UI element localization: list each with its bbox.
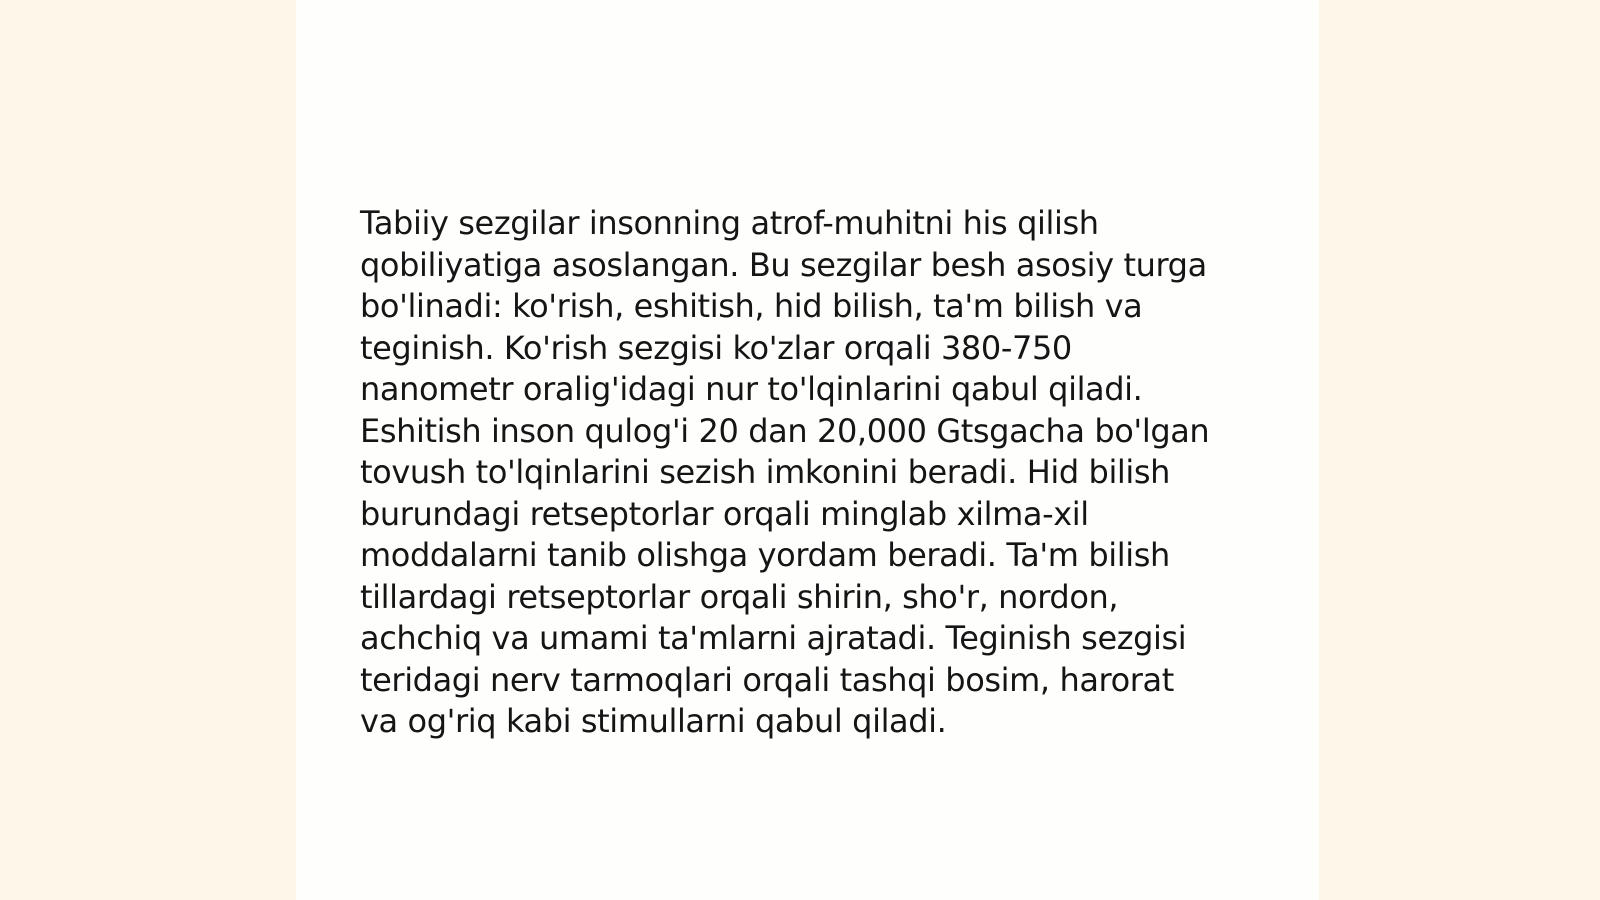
paragraph-line: teginish. Ko'rish sezgisi ko'zlar orqali 380-750 — [360, 328, 1072, 367]
paragraph-line: burundagi retseptorlar orqali minglab xilma-xil — [360, 494, 1089, 533]
paragraph-line: achchiq va umami ta'mlarni ajratadi. Teginish sezgisi — [360, 619, 1187, 657]
paragraph-line: teridagi nerv tarmoqlari orqali tashqi bosim, harorat — [360, 660, 1174, 699]
paragraph-line: Tabiiy sezgilar insonning atrof-muhitni his qilish — [360, 204, 1099, 242]
paragraph-line: Eshitish inson qulog'i 20 dan 20,000 Gtsgacha bo'lgan — [360, 411, 1210, 450]
body-paragraph — [360, 203, 1260, 743]
paragraph-line: tillardagi retseptorlar orqali shirin, sho'r, nordon, — [360, 577, 1119, 616]
paragraph-line: bo'linadi: ko'rish, eshitish, hid bilish, ta'm bilish va — [360, 287, 1143, 325]
paragraph-line: nanometr oralig'idagi nur to'lqinlarini qabul qiladi. — [360, 370, 1143, 408]
paragraph-line: tovush to'lqinlarini sezish imkonini beradi. Hid bilish — [360, 453, 1171, 491]
paragraph-line: moddalarni tanib olishga yordam beradi. Ta'm bilish — [360, 536, 1170, 574]
paragraph-line: va og'riq kabi stimullarni qabul qiladi. — [360, 702, 947, 740]
paragraph-line: qobiliyatiga asoslangan. Bu sezgilar besh asosiy turga — [360, 245, 1207, 284]
document-page — [296, 0, 1319, 900]
